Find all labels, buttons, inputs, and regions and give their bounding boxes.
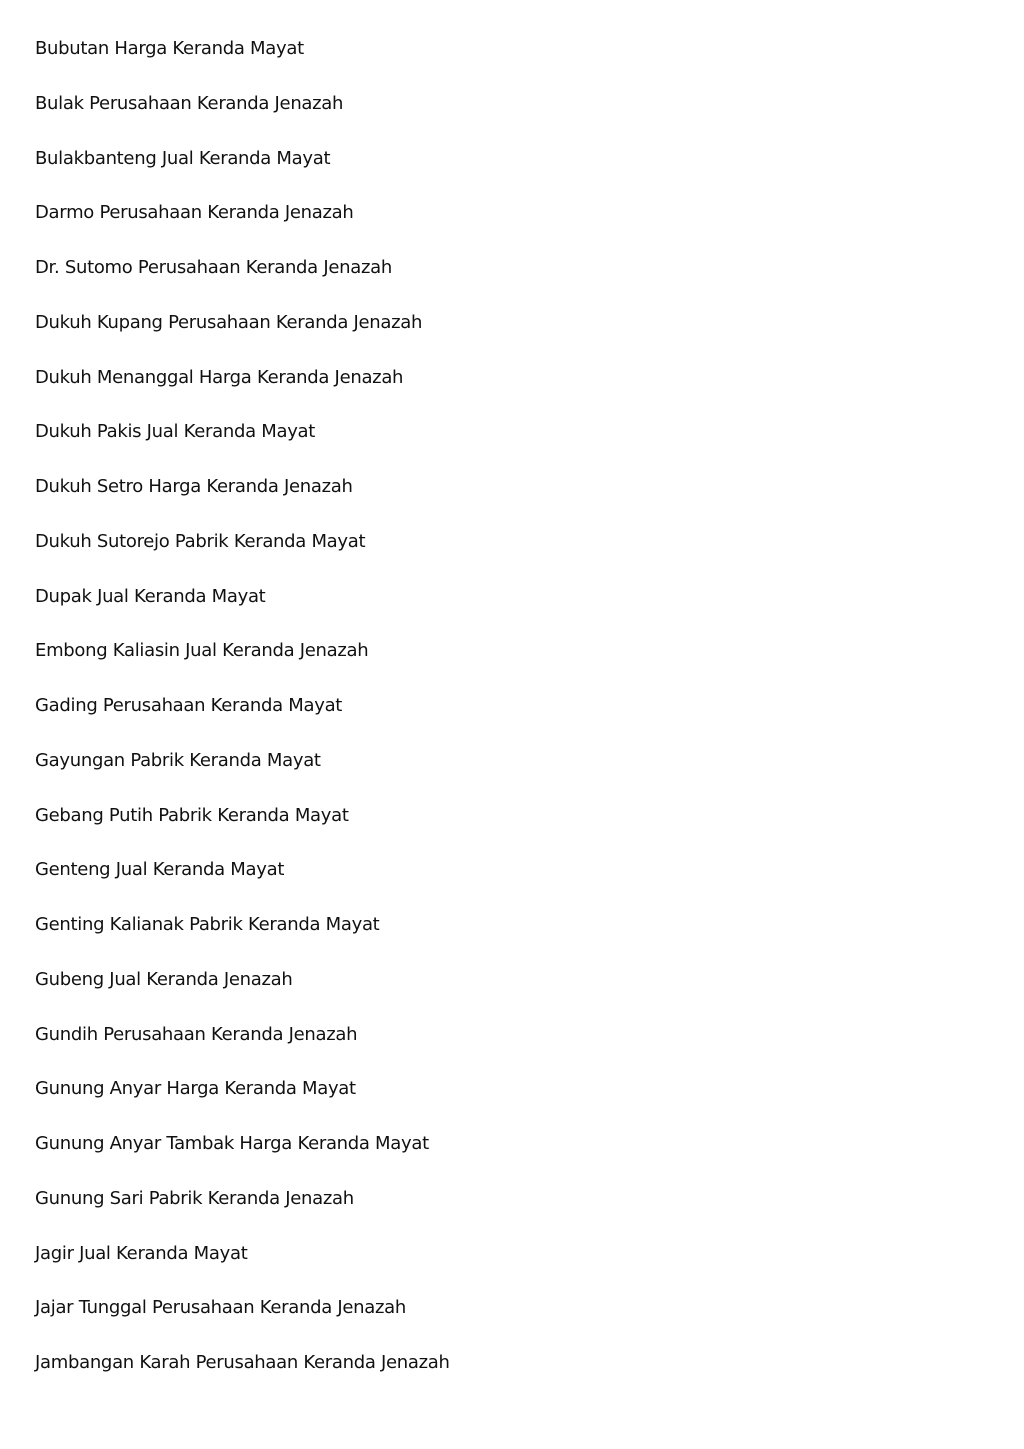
list-item: Bubutan Harga Keranda Mayat xyxy=(35,38,304,59)
list-item: Dukuh Kupang Perusahaan Keranda Jenazah xyxy=(35,311,423,333)
list-item: Gading Perusahaan Keranda Mayat xyxy=(35,695,343,716)
list-item: Darmo Perusahaan Keranda Jenazah xyxy=(35,202,354,224)
list-item: Dupak Jual Keranda Mayat xyxy=(35,585,266,607)
list-item: Jajar Tunggal Perusahaan Keranda Jenazah xyxy=(35,1297,406,1319)
list-item: Jambangan Karah Perusahaan Keranda Jenazah xyxy=(35,1352,450,1373)
list-item: Dukuh Sutorejo Pabrik Keranda Mayat xyxy=(35,530,366,552)
list-item: Gebang Putih Pabrik Keranda Mayat xyxy=(35,804,349,826)
list-item: Gunung Sari Pabrik Keranda Jenazah xyxy=(35,1187,354,1209)
list-item: Gunung Anyar Tambak Harga Keranda Mayat xyxy=(35,1133,429,1154)
list-item: Bulakbanteng Jual Keranda Mayat xyxy=(35,147,331,169)
list-item: Dukuh Pakis Jual Keranda Mayat xyxy=(35,421,316,443)
list-item: Dukuh Menanggal Harga Keranda Jenazah xyxy=(35,366,404,388)
document-page xyxy=(35,36,995,1405)
list-item: Bulak Perusahaan Keranda Jenazah xyxy=(35,92,344,114)
list-item: Dr. Sutomo Perusahaan Keranda Jenazah xyxy=(35,257,392,278)
list-item: Genting Kalianak Pabrik Keranda Mayat xyxy=(35,914,380,935)
list-item: Gubeng Jual Keranda Jenazah xyxy=(35,968,293,990)
list-item: Gunung Anyar Harga Keranda Mayat xyxy=(35,1078,356,1100)
location-list xyxy=(35,36,995,1405)
list-item: Gundih Perusahaan Keranda Jenazah xyxy=(35,1023,358,1045)
list-item: Dukuh Setro Harga Keranda Jenazah xyxy=(35,476,353,497)
list-item: Gayungan Pabrik Keranda Mayat xyxy=(35,749,321,771)
list-item: Jagir Jual Keranda Mayat xyxy=(35,1242,248,1264)
list-item: Genteng Jual Keranda Mayat xyxy=(35,859,285,881)
list-item: Embong Kaliasin Jual Keranda Jenazah xyxy=(35,640,369,662)
